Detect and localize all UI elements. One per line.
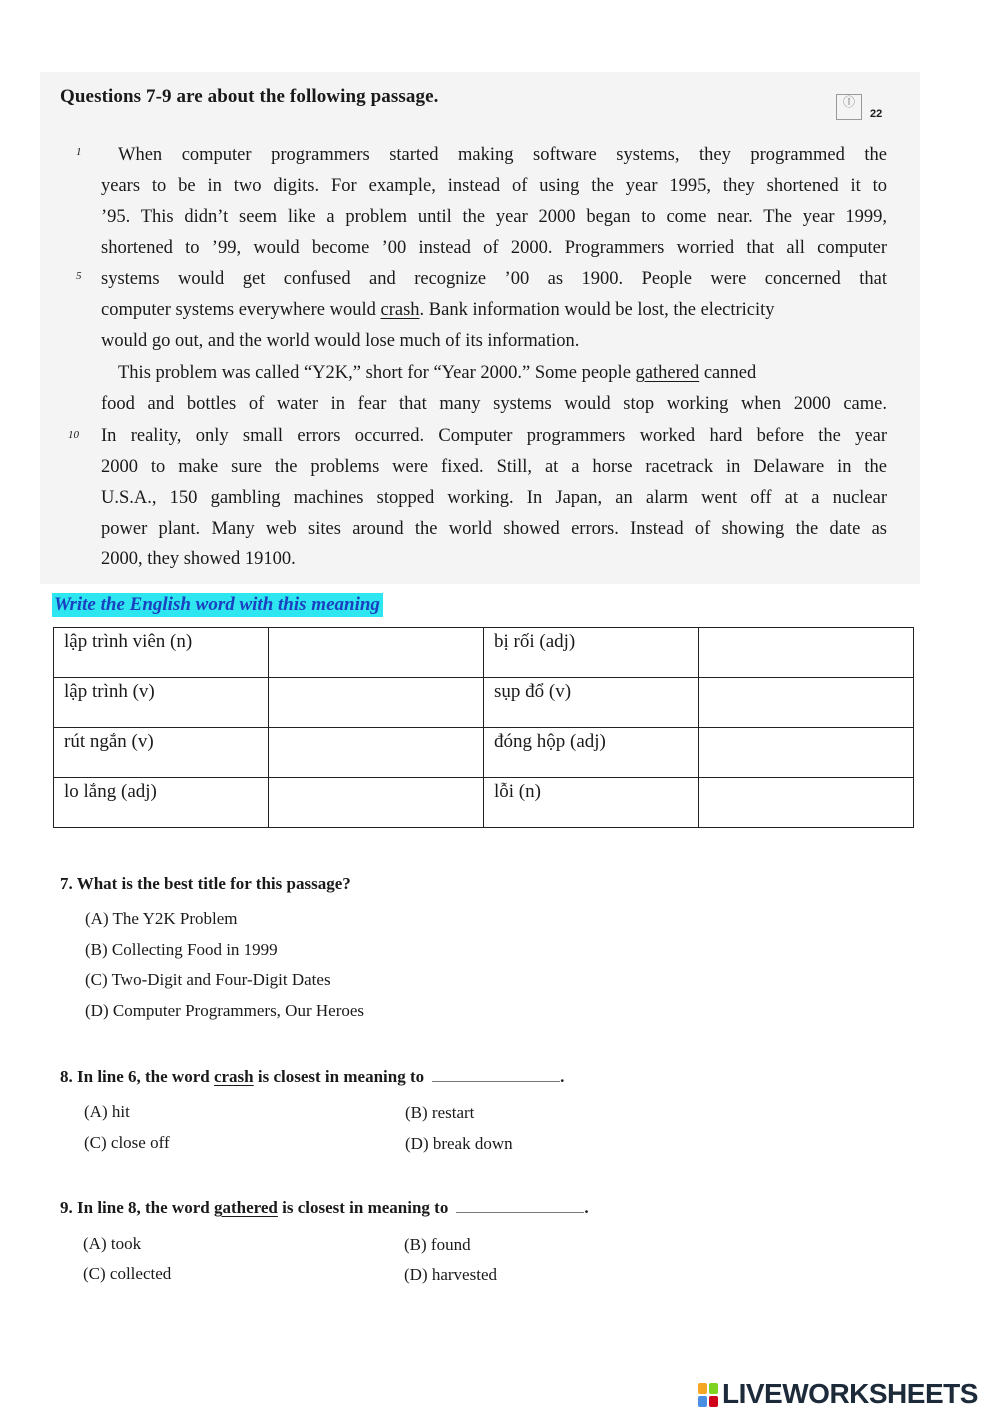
book-icon: Ⓘ — [836, 94, 862, 120]
vocab-table — [53, 627, 914, 828]
vocab-answer-cell[interactable] — [699, 778, 914, 828]
passage-line-14: 2000, they showed 19100. — [101, 549, 296, 569]
q8-option-a[interactable]: (A) hit — [84, 1102, 130, 1121]
q8-option-c[interactable]: (C) close off — [84, 1133, 170, 1152]
vocab-prompt: lập trình viên (n) — [54, 628, 269, 678]
passage-line-3: ’95. This didn’t seem like a problem until the year 2000 began to come near. The year 1999, — [101, 207, 887, 227]
passage-line-6-post: . Bank information would be lost, the electricity — [419, 300, 775, 320]
logo-square — [709, 1383, 718, 1394]
vocab-answer-cell[interactable] — [699, 628, 914, 678]
question-9-word: gathered — [213, 1198, 278, 1217]
underlined-word-gathered: gathered — [635, 363, 700, 383]
line-number-10: 10 — [68, 429, 79, 441]
q9-option-c[interactable]: (C) collected — [83, 1264, 172, 1283]
line-number-1: 1 — [76, 146, 82, 158]
question-8-end: . — [560, 1067, 565, 1086]
q9-option-b[interactable]: (B) found — [404, 1235, 471, 1254]
passage-line-6-pre: computer systems everywhere would — [101, 300, 381, 320]
vocab-answer-cell[interactable] — [269, 678, 484, 728]
question-9-end: . — [584, 1198, 589, 1217]
passage-line-8-pre: This problem was called “Y2K,” short for “Year 2000.” Some people — [118, 363, 636, 383]
answer-blank[interactable] — [432, 1069, 560, 1082]
question-8-pre: 8. In line 6, the word — [60, 1067, 214, 1086]
passage-line-8 — [118, 361, 887, 385]
logo-mark-icon — [698, 1383, 718, 1407]
question-8-post: is closest in meaning to — [253, 1067, 425, 1086]
page-number: 22 — [870, 108, 883, 120]
q9-option-a[interactable]: (A) took — [83, 1234, 142, 1253]
passage-line-9: food and bottles of water in fear that many systems would stop working when 2000 came. — [101, 394, 887, 414]
passage-line-8-post: canned — [699, 363, 757, 383]
q7-option-d[interactable]: (D) Computer Programmers, Our Heroes — [85, 1001, 365, 1020]
vocab-row — [54, 778, 914, 828]
vocab-instruction: Write the English word with this meaning — [52, 593, 383, 617]
passage-line-13: power plant. Many web sites around the world showed errors. Instead of showing the date as — [101, 519, 887, 539]
q7-option-b[interactable]: (B) Collecting Food in 1999 — [85, 940, 278, 959]
passage-heading: Questions 7-9 are about the following passage. — [60, 86, 439, 107]
line-number-5: 5 — [76, 270, 82, 282]
passage-line-6 — [101, 298, 887, 322]
liveworksheets-logo — [698, 1378, 994, 1412]
vocab-answer-cell[interactable] — [699, 728, 914, 778]
passage-line-4: shortened to ’99, would become ’00 instead of 2000. Programmers worried that all computer — [101, 238, 887, 258]
vocab-answer-cell[interactable] — [269, 778, 484, 828]
passage-line-1: When computer programmers started making software systems, they programmed the — [118, 145, 887, 165]
vocab-answer-cell[interactable] — [269, 728, 484, 778]
vocab-prompt: lo lắng (adj) — [54, 778, 269, 828]
vocab-prompt: rút ngắn (v) — [54, 728, 269, 778]
vocab-answer-cell[interactable] — [269, 628, 484, 678]
passage-line-7: would go out, and the world would lose much of its information. — [101, 331, 580, 351]
passage-line-11: 2000 to make sure the problems were fixed. Still, at a horse racetrack in Delaware in the — [101, 457, 887, 477]
page-badge — [836, 94, 884, 122]
vocab-row — [54, 728, 914, 778]
question-9-post: is closest in meaning to — [277, 1198, 449, 1217]
question-8 — [60, 1067, 564, 1087]
underlined-word-crash: crash — [380, 300, 420, 320]
passage-line-12: U.S.A., 150 gambling machines stopped working. In Japan, an alarm went off at a nuclear — [101, 488, 887, 508]
vocab-answer-cell[interactable] — [699, 678, 914, 728]
logo-square — [698, 1383, 707, 1394]
question-8-word: crash — [213, 1067, 254, 1086]
vocab-row — [54, 628, 914, 678]
vocab-row — [54, 678, 914, 728]
answer-blank[interactable] — [456, 1200, 584, 1213]
vocab-prompt: lập trình (v) — [54, 678, 269, 728]
vocab-prompt: đóng hộp (adj) — [484, 728, 699, 778]
q7-option-a[interactable]: (A) The Y2K Problem — [85, 909, 238, 928]
question-9-pre: 9. In line 8, the word — [60, 1198, 214, 1217]
q9-option-d[interactable]: (D) harvested — [404, 1265, 497, 1284]
vocab-prompt: bị rối (adj) — [484, 628, 699, 678]
passage-line-10: In reality, only small errors occurred. Computer programmers worked hard before the year — [101, 426, 887, 446]
logo-square — [698, 1396, 707, 1407]
vocab-prompt: lỗi (n) — [484, 778, 699, 828]
logo-square — [709, 1396, 718, 1407]
q7-option-c[interactable]: (C) Two-Digit and Four-Digit Dates — [85, 970, 331, 989]
passage-line-2: years to be in two digits. For example, instead of using the year 1995, they shortened it to — [101, 176, 887, 196]
q8-option-d[interactable]: (D) break down — [405, 1134, 513, 1153]
brand-name: LIVEWORKSHEETS — [722, 1378, 978, 1409]
q8-option-b[interactable]: (B) restart — [405, 1103, 475, 1122]
question-9 — [60, 1198, 589, 1218]
passage-line-5: systems would get confused and recognize ’00 as 1900. People were concerned that — [101, 269, 887, 289]
vocab-prompt: sụp đổ (v) — [484, 678, 699, 728]
question-7: 7. What is the best title for this passage? — [60, 874, 351, 893]
